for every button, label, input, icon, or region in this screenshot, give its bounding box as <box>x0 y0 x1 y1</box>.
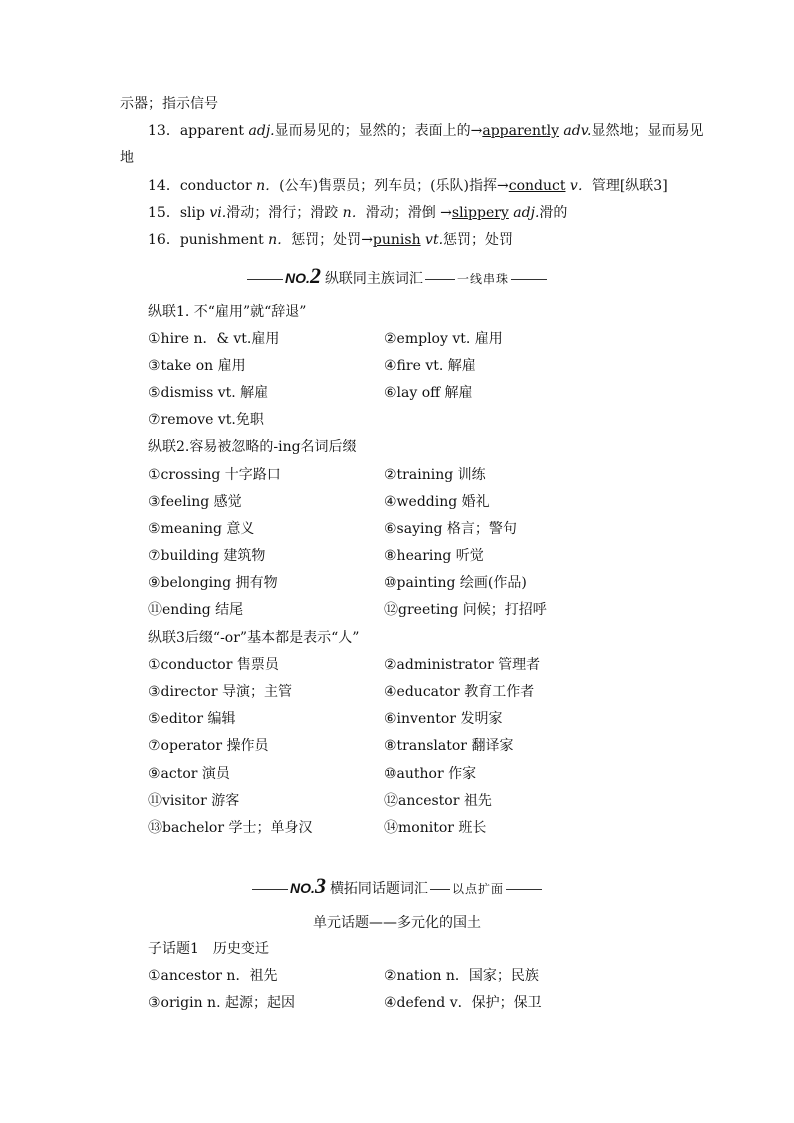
item-num: 13．apparent <box>148 123 249 139</box>
group-heading: 纵联1. 不“雇用”就“辞退” <box>148 304 307 320</box>
list-item: ①crossing 十字路口 <box>148 467 281 483</box>
arrow-icon: → <box>497 178 509 194</box>
list-item: ①ancestor n．祖先 <box>148 968 278 984</box>
list-item: ⑨actor 演员 <box>148 766 230 782</box>
vocab-item-16 <box>148 230 513 250</box>
group-heading: 纵联2.容易被忽略的-ing名词后缀 <box>148 439 357 455</box>
item-num: 14．conductor <box>148 178 257 194</box>
list-item: ①conductor 售票员 <box>148 657 279 673</box>
list-item: ②nation n．国家；民族 <box>384 968 539 984</box>
list-item: ⑪ending 结尾 <box>148 602 244 618</box>
derived-definition: 显然地；显而易见 <box>591 123 704 139</box>
vocab-item-13-cont: 地 <box>120 150 134 166</box>
vocab-line-continuation: 示器；指示信号 <box>120 96 218 112</box>
arrow-icon: → <box>440 205 452 221</box>
divider <box>430 889 450 890</box>
list-item: ⑥inventor 发明家 <box>384 711 503 727</box>
list-item: ⑥saying 格言；警句 <box>384 521 517 537</box>
section-label: NO. <box>290 880 315 896</box>
section-subtitle: 一线串珠 <box>456 272 509 286</box>
list-item: ②training 训练 <box>384 467 486 483</box>
list-item: ⑧translator 翻译家 <box>384 738 514 754</box>
list-item: ③origin n. 起源；起因 <box>148 995 295 1011</box>
pos: n． <box>256 178 280 194</box>
list-item: ⑪visitor 游客 <box>148 793 240 809</box>
derived-pos: adv. <box>558 123 592 139</box>
divider <box>511 279 547 280</box>
list-item: ③take on 雇用 <box>148 358 246 374</box>
list-item: ⑦building 建筑物 <box>148 548 266 564</box>
derived-pos: adj. <box>508 205 540 221</box>
list-item: ①hire n．& vt.雇用 <box>148 331 280 347</box>
section-title: 横拓同话题词汇 <box>329 881 428 897</box>
section-number: 2 <box>309 263 321 288</box>
list-item: ④defend v．保护；保卫 <box>384 995 542 1011</box>
pos: adj. <box>248 123 275 139</box>
vocab-item-13 <box>148 121 703 141</box>
list-item: ⑫ancestor 祖先 <box>384 793 492 809</box>
pos: n． <box>342 205 366 221</box>
derived-definition: 滑的 <box>539 205 568 221</box>
section-header-3 <box>0 874 794 901</box>
list-item: ⑧hearing 听觉 <box>384 548 484 564</box>
list-item: ⑩painting 绘画(作品) <box>384 575 527 591</box>
list-item: ⑩author 作家 <box>384 766 477 782</box>
derived-pos: v． <box>565 178 592 194</box>
unit-topic: 单元话题——多元化的国土 <box>313 915 481 931</box>
list-item: ④educator 教育工作者 <box>384 684 535 700</box>
list-item: ⑤meaning 意义 <box>148 521 255 537</box>
list-item: ⑫greeting 问候；打招呼 <box>384 602 547 618</box>
list-item: ⑦operator 操作员 <box>148 738 269 754</box>
derived-definition: 管理[纵联3] <box>591 178 668 194</box>
list-item: ⑭monitor 班长 <box>384 820 487 836</box>
divider <box>506 889 542 890</box>
derived-pos: vt. <box>420 232 444 248</box>
derived-definition: 惩罚；处罚 <box>443 232 514 248</box>
pos: vi. <box>209 205 227 221</box>
subtopic-heading: 子话题1 历史变迁 <box>148 941 269 957</box>
derived-word: conduct <box>508 178 566 194</box>
section-subtitle: 以点扩面 <box>451 882 504 896</box>
section-header-2 <box>0 264 794 291</box>
list-item: ⑤editor 编辑 <box>148 711 236 727</box>
list-item: ⑤dismiss vt. 解雇 <box>148 385 269 401</box>
list-item: ②administrator 管理者 <box>384 657 541 673</box>
list-item: ③director 导演；主管 <box>148 684 293 700</box>
pos: n． <box>268 232 292 248</box>
item-num: 15．slip <box>148 205 210 221</box>
divider <box>247 279 283 280</box>
list-item: ⑦remove vt.免职 <box>148 412 264 428</box>
list-item: ③feeling 感觉 <box>148 494 242 510</box>
group-heading: 纵联3后缀“-or”基本都是表示“人” <box>148 630 360 646</box>
section-number: 3 <box>314 873 326 898</box>
vocab-item-14 <box>148 176 668 196</box>
list-item: ④fire vt. 解雇 <box>384 358 476 374</box>
list-item: ⑥lay off 解雇 <box>384 385 473 401</box>
derived-word: punish <box>372 232 421 248</box>
arrow-icon: → <box>470 123 483 139</box>
list-item: ⑬bachelor 学士；单身汉 <box>148 820 313 836</box>
arrow-icon: → <box>361 232 373 248</box>
list-item: ⑨belonging 拥有物 <box>148 575 278 591</box>
section-label: NO. <box>285 270 310 286</box>
derived-word: apparently <box>482 123 559 139</box>
divider <box>252 889 288 890</box>
vocab-item-15 <box>148 203 567 223</box>
definition: 滑动；滑倒 <box>365 205 441 221</box>
definition: 显而易见的；显然的；表面上的 <box>274 123 471 139</box>
list-item: ②employ vt. 雇用 <box>384 331 503 347</box>
list-item: ④wedding 婚礼 <box>384 494 490 510</box>
definition: (公车)售票员；列车员；(乐队)指挥 <box>279 178 498 194</box>
section-title: 纵联同主族词汇 <box>324 271 423 287</box>
definition: 滑动；滑行；滑跤 <box>226 205 343 221</box>
derived-word: slippery <box>451 205 509 221</box>
divider <box>425 279 455 280</box>
definition: 惩罚；处罚 <box>291 232 362 248</box>
item-num: 16．punishment <box>148 232 269 248</box>
